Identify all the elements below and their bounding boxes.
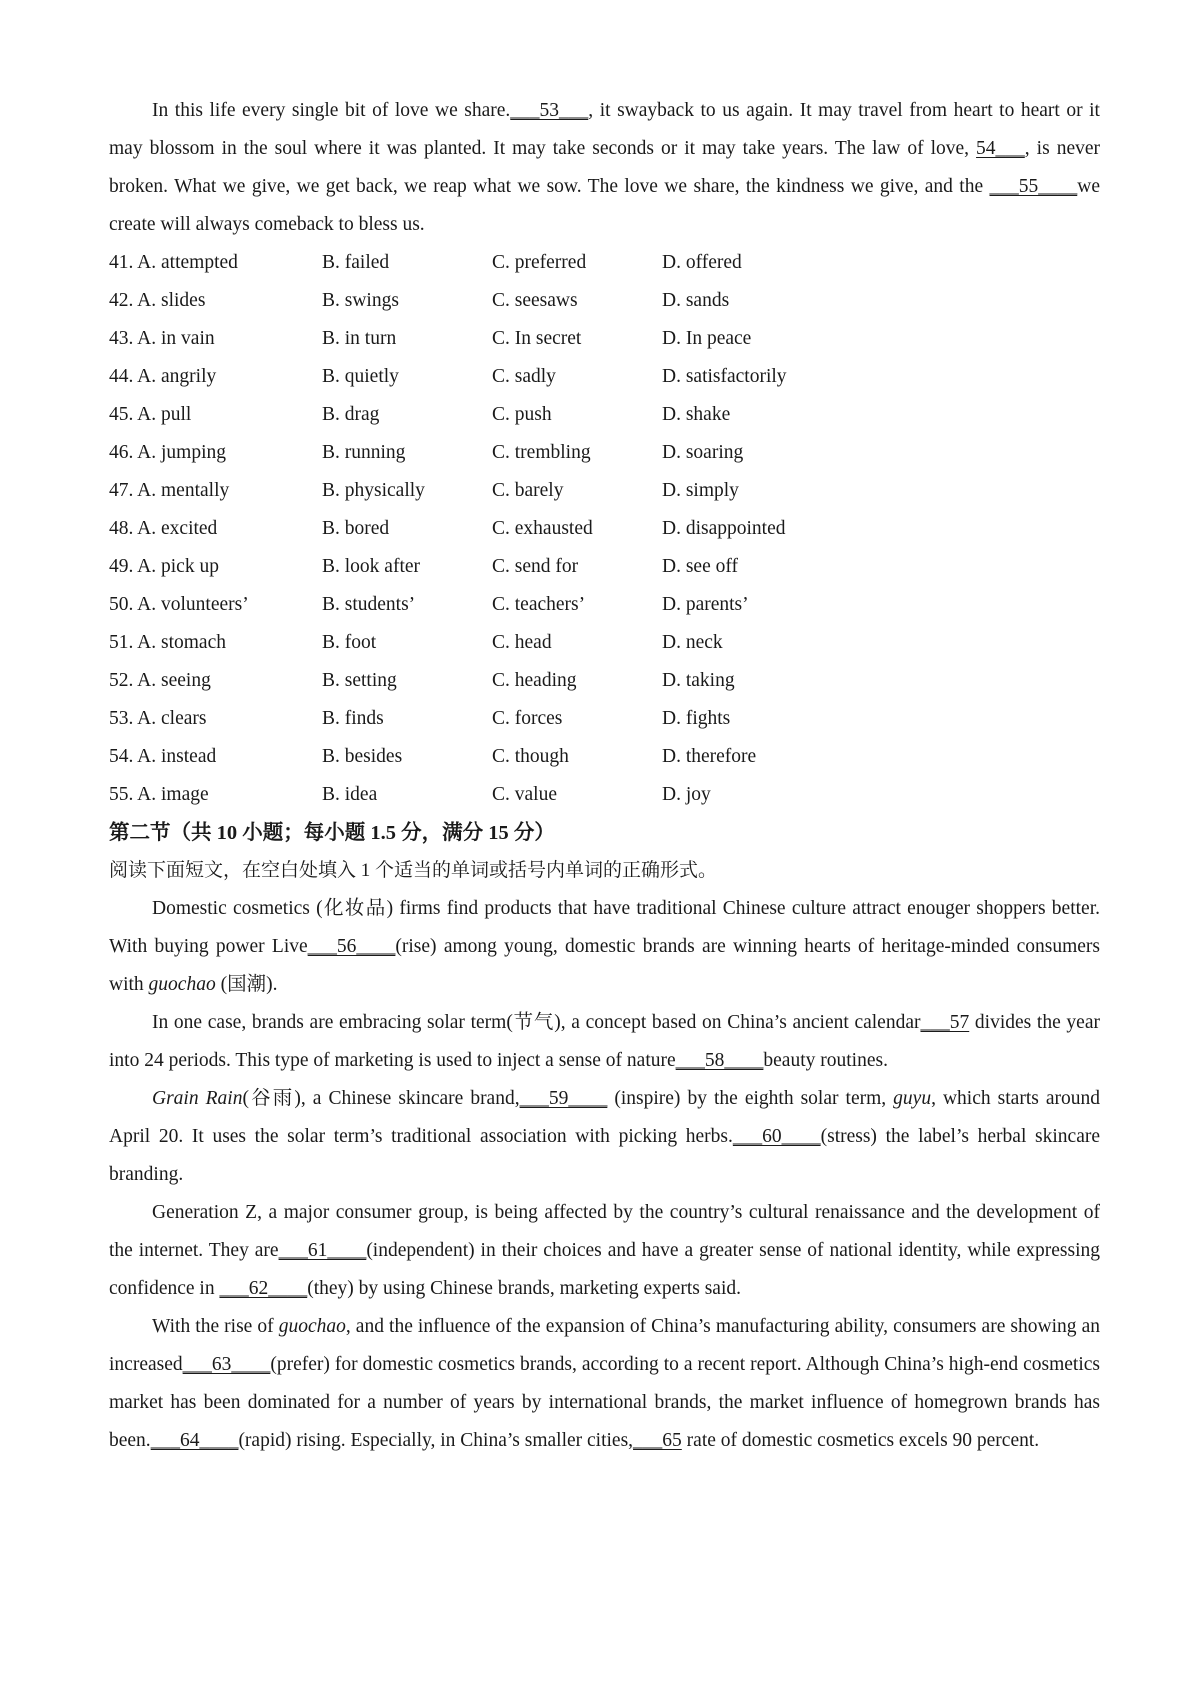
option-d: D. parents’ <box>662 594 749 615</box>
option-d: D. soaring <box>662 442 744 463</box>
option-a: 52. A. seeing <box>109 670 211 691</box>
text: , which starts around April 20. It uses the solar term’s traditional association with picking herbs. <box>109 1088 1100 1147</box>
passage2-paragraph-3 <box>109 1080 1100 1194</box>
text: divides the year into 24 periods. This type of marketing is used to inject a sense of nature <box>109 1012 1100 1071</box>
option-c: C. trembling <box>492 442 591 463</box>
option-b: B. quietly <box>322 366 399 387</box>
option-d: D. shake <box>662 404 731 425</box>
option-row <box>109 320 1100 358</box>
text: (rise) among young, domestic brands are winning hearts of heritage-minded consumers with <box>109 936 1101 995</box>
page-content <box>109 92 1100 1460</box>
text: (prefer) for domestic cosmetics brands, according to a recent report. Although China’s high-end cosmetics market has been dominated for a number of years by international brands, the market influence of homegrown brands has been. <box>109 1354 1100 1451</box>
option-a: 47. A. mentally <box>109 480 230 501</box>
option-c: C. teachers’ <box>492 594 586 615</box>
option-c: C. preferred <box>492 252 587 273</box>
option-c: C. barely <box>492 480 564 501</box>
text: , it swayback to us again. It may travel from heart to heart or it may blossom in the soul where it was planted. It may take seconds or it may take years. The law of love, <box>109 100 1100 159</box>
option-c: C. forces <box>492 708 563 729</box>
text: , is never broken. What we give, we get back, we reap what we sow. The love we share, the kindness we give, and the <box>109 138 1101 197</box>
option-c: C. head <box>492 632 552 653</box>
option-d: D. neck <box>662 632 723 653</box>
option-d: D. simply <box>662 480 739 501</box>
option-b: B. setting <box>322 670 397 691</box>
option-row <box>109 624 1100 662</box>
italic-term: guyu <box>893 1088 932 1109</box>
option-d: D. fights <box>662 708 731 729</box>
option-row <box>109 510 1100 548</box>
option-row <box>109 358 1100 396</box>
option-row <box>109 738 1100 776</box>
text: Domestic cosmetics (化妆品) firms find products that have traditional Chinese culture attract enouger shoppers better. With buying power Live <box>109 898 1100 957</box>
option-d: D. In peace <box>662 328 752 349</box>
passage2-paragraph-2 <box>109 1004 1100 1080</box>
section-heading: 第二节（共 10 小题；每小题 1.5 分，满分 15 分） <box>109 822 555 844</box>
option-a: 50. A. volunteers’ <box>109 594 249 615</box>
option-row <box>109 776 1100 814</box>
text: (谷雨), a Chinese skincare brand, <box>242 1088 520 1109</box>
option-b: B. students’ <box>322 594 416 615</box>
text: rate of domestic cosmetics excels 90 percent. <box>681 1430 1040 1451</box>
blank-57: ___57 <box>920 1012 970 1033</box>
blank-65: ___65 <box>633 1430 682 1451</box>
option-row <box>109 472 1100 510</box>
option-c: C. push <box>492 404 552 425</box>
option-row <box>109 434 1100 472</box>
option-b: B. bored <box>322 518 390 539</box>
section-instruction: 阅读下面短文，在空白处填入 1 个适当的单词或括号内单词的正确形式。 <box>109 860 718 881</box>
option-b: B. finds <box>322 708 384 729</box>
option-row <box>109 700 1100 738</box>
italic-term: Grain Rain <box>152 1088 243 1109</box>
option-d: D. satisfactorily <box>662 366 787 387</box>
text: With the rise of <box>152 1316 279 1337</box>
text: (rapid) rising. Especially, in China’s smaller cities, <box>238 1430 634 1451</box>
option-b: B. drag <box>322 404 380 425</box>
blank-63: ___63____ <box>182 1354 271 1375</box>
option-c: C. seesaws <box>492 290 578 311</box>
blank-64: ___64____ <box>150 1430 239 1451</box>
option-a: 44. A. angrily <box>109 366 217 387</box>
italic-term: guochao <box>148 974 216 995</box>
option-b: B. idea <box>322 784 378 805</box>
option-b: B. besides <box>322 746 403 767</box>
option-d: D. see off <box>662 556 738 577</box>
option-c: C. though <box>492 746 569 767</box>
option-b: B. in turn <box>322 328 397 349</box>
option-b: B. look after <box>322 556 421 577</box>
option-row <box>109 586 1100 624</box>
text: In one case, brands are embracing solar term(节气), a concept based on China’s ancient calendar <box>152 1012 921 1033</box>
passage2-paragraph-4 <box>109 1194 1100 1308</box>
text: (stress) the label’s herbal skincare branding. <box>109 1126 1100 1185</box>
option-a: 41. A. attempted <box>109 252 238 273</box>
option-d: D. offered <box>662 252 742 273</box>
option-c: C. sadly <box>492 366 556 387</box>
blank-61: ___61____ <box>278 1240 367 1261</box>
italic-term: guochao <box>278 1316 346 1337</box>
option-row <box>109 282 1100 320</box>
passage2-paragraph-5 <box>109 1308 1100 1460</box>
blank-55: ___55____ <box>989 176 1078 197</box>
text: In this life every single bit of love we share. <box>152 100 511 121</box>
text: we create will always comeback to bless us. <box>109 176 1100 235</box>
option-c: C. value <box>492 784 557 805</box>
option-b: B. foot <box>322 632 377 653</box>
option-b: B. failed <box>322 252 390 273</box>
option-a: 46. A. jumping <box>109 442 227 463</box>
text: , and the influence of the expansion of China’s manufacturing ability, consumers are showing an increased <box>109 1316 1100 1375</box>
option-d: D. sands <box>662 290 730 311</box>
option-row <box>109 396 1100 434</box>
blank-58: ___58____ <box>675 1050 764 1071</box>
option-a: 53. A. clears <box>109 708 207 729</box>
blank-54: 54___ <box>976 138 1025 159</box>
option-a: 42. A. slides <box>109 290 206 311</box>
option-c: C. exhausted <box>492 518 593 539</box>
option-a: 55. A. image <box>109 784 209 805</box>
blank-60: ___60____ <box>732 1126 821 1147</box>
text: (they) by using Chinese brands, marketing experts said. <box>307 1278 741 1299</box>
text: beauty routines. <box>763 1050 888 1071</box>
text: (inspire) by the eighth solar term, <box>607 1088 894 1109</box>
text: Generation Z, a major consumer group, is being affected by the country’s cultural renaissance and the development of the internet. They are <box>109 1202 1100 1261</box>
option-c: C. heading <box>492 670 577 691</box>
option-a: 43. A. in vain <box>109 328 215 349</box>
blank-53: ___53___ <box>510 100 589 121</box>
text: (independent) in their choices and have a greater sense of national identity, while expressing confidence in <box>109 1240 1100 1299</box>
option-d: D. disappointed <box>662 518 786 539</box>
blank-62: ___62____ <box>219 1278 308 1299</box>
text: (国潮). <box>215 974 278 995</box>
option-row <box>109 662 1100 700</box>
option-d: D. taking <box>662 670 735 691</box>
option-a: 51. A. stomach <box>109 632 226 653</box>
option-c: C. send for <box>492 556 579 577</box>
option-b: B. physically <box>322 480 425 501</box>
option-d: D. joy <box>662 784 711 805</box>
option-row <box>109 244 1100 282</box>
option-a: 49. A. pick up <box>109 556 219 577</box>
option-row <box>109 548 1100 586</box>
blank-59: ___59____ <box>519 1088 608 1109</box>
blank-56: ___56____ <box>307 936 396 957</box>
passage1-paragraph <box>109 92 1100 244</box>
option-d: D. therefore <box>662 746 757 767</box>
option-a: 54. A. instead <box>109 746 217 767</box>
option-a: 48. A. excited <box>109 518 218 539</box>
option-c: C. In secret <box>492 328 582 349</box>
option-b: B. running <box>322 442 406 463</box>
option-b: B. swings <box>322 290 399 311</box>
options-list <box>109 244 1100 814</box>
option-a: 45. A. pull <box>109 404 192 425</box>
passage2-paragraph-1 <box>109 890 1100 1004</box>
